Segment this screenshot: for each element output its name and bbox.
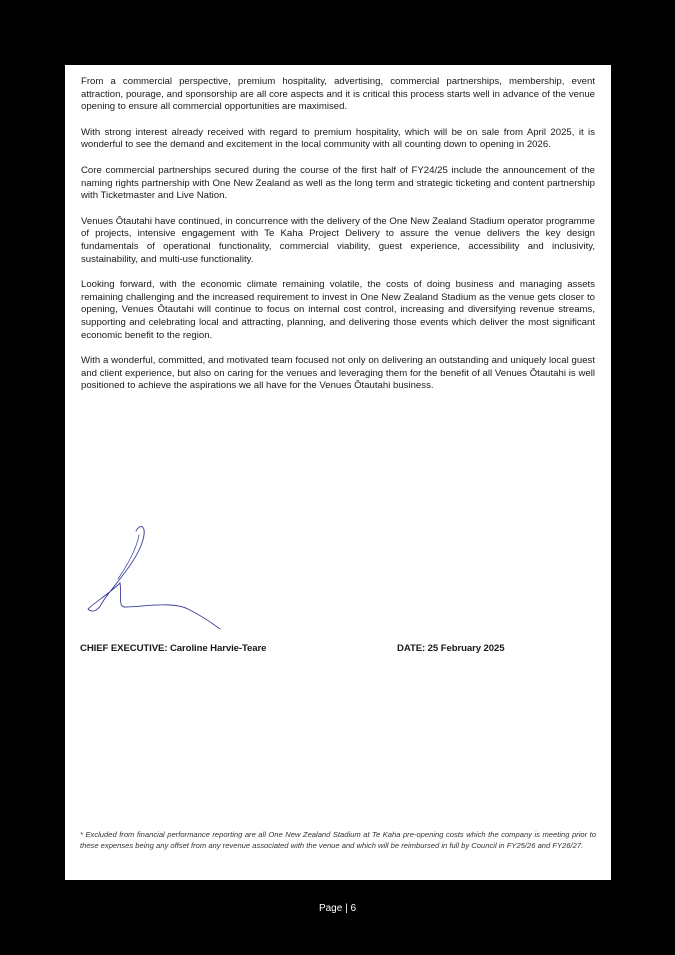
footnote: * Excluded from financial performance reporting are all One New Zealand Stadium at Te Kaha pre-opening costs which the company is meeting prior to these expenses being any offset from any revenue associated with the venue and which will be reimbursed in full by Council in FY25/26 and FY26/27.: [80, 830, 596, 851]
signature-stroke: [88, 527, 220, 629]
paragraph-premium-hospitality: With strong interest already received with regard to premium hospitality, which will be on sale from April 2025, it is wonderful to see the demand and excitement in the local community with all counting down to opening in 2026.: [81, 126, 595, 151]
report-body: [81, 76, 595, 406]
paragraph-core-partnerships: Core commercial partnerships secured during the course of the first half of FY24/25 include the announcement of the naming rights partnership with One New Zealand as well as the long term and strategic ticketing and content partnership with Ticketmaster and Live Nation.: [81, 164, 595, 202]
paragraph-team: With a wonderful, committed, and motivated team focused not only on delivering an outstanding and uniquely local guest and client experience, but also on caring for the venues and leveraging them for the benefit of all Venues Ōtautahi is well positioned to achieve the aspirations we all have for the Venues Ōtautahi business.: [81, 355, 595, 392]
paragraph-looking-forward: Looking forward, with the economic climate remaining volatile, the costs of doing business and managing assets remaining challenging and the increased requirement to invest in One New Zealand Stadium as the venue gets closer to opening, Venues Ōtautahi will continue to focus on internal cost control, increasing and diversifying revenue streams, supporting and celebrating local and attracting, planning, and delivering those events which deliver the most significant economic benefit to the region.: [81, 279, 595, 341]
date-label: DATE: 25 February 2025: [397, 643, 505, 654]
paragraph-te-kaha-engagement: Venues Ōtautahi have continued, in concurrence with the delivery of the One New Zealand Stadium operator programme of projects, intensive engagement with Te Kaha Project Delivery to assure the venue delivers the key design fundamentals of operational functionality, commercial viability, guest experience, accessibility and inclusivity, sustainability, and multi-use functionality.: [81, 215, 595, 265]
document-page: [65, 65, 611, 880]
paragraph-commercial-perspective: From a commercial perspective, premium hospitality, advertising, commercial partnerships, membership, event attraction, pourage, and sponsorship are all core aspects and it is critical this process starts well in advance of the venue opening to ensure all commercial opportunities are maximised.: [81, 76, 595, 113]
page-number: Page | 6: [318, 903, 357, 914]
chief-executive-label: CHIEF EXECUTIVE: Caroline Harvie-Teare: [80, 643, 267, 654]
signature-image: [80, 521, 230, 631]
